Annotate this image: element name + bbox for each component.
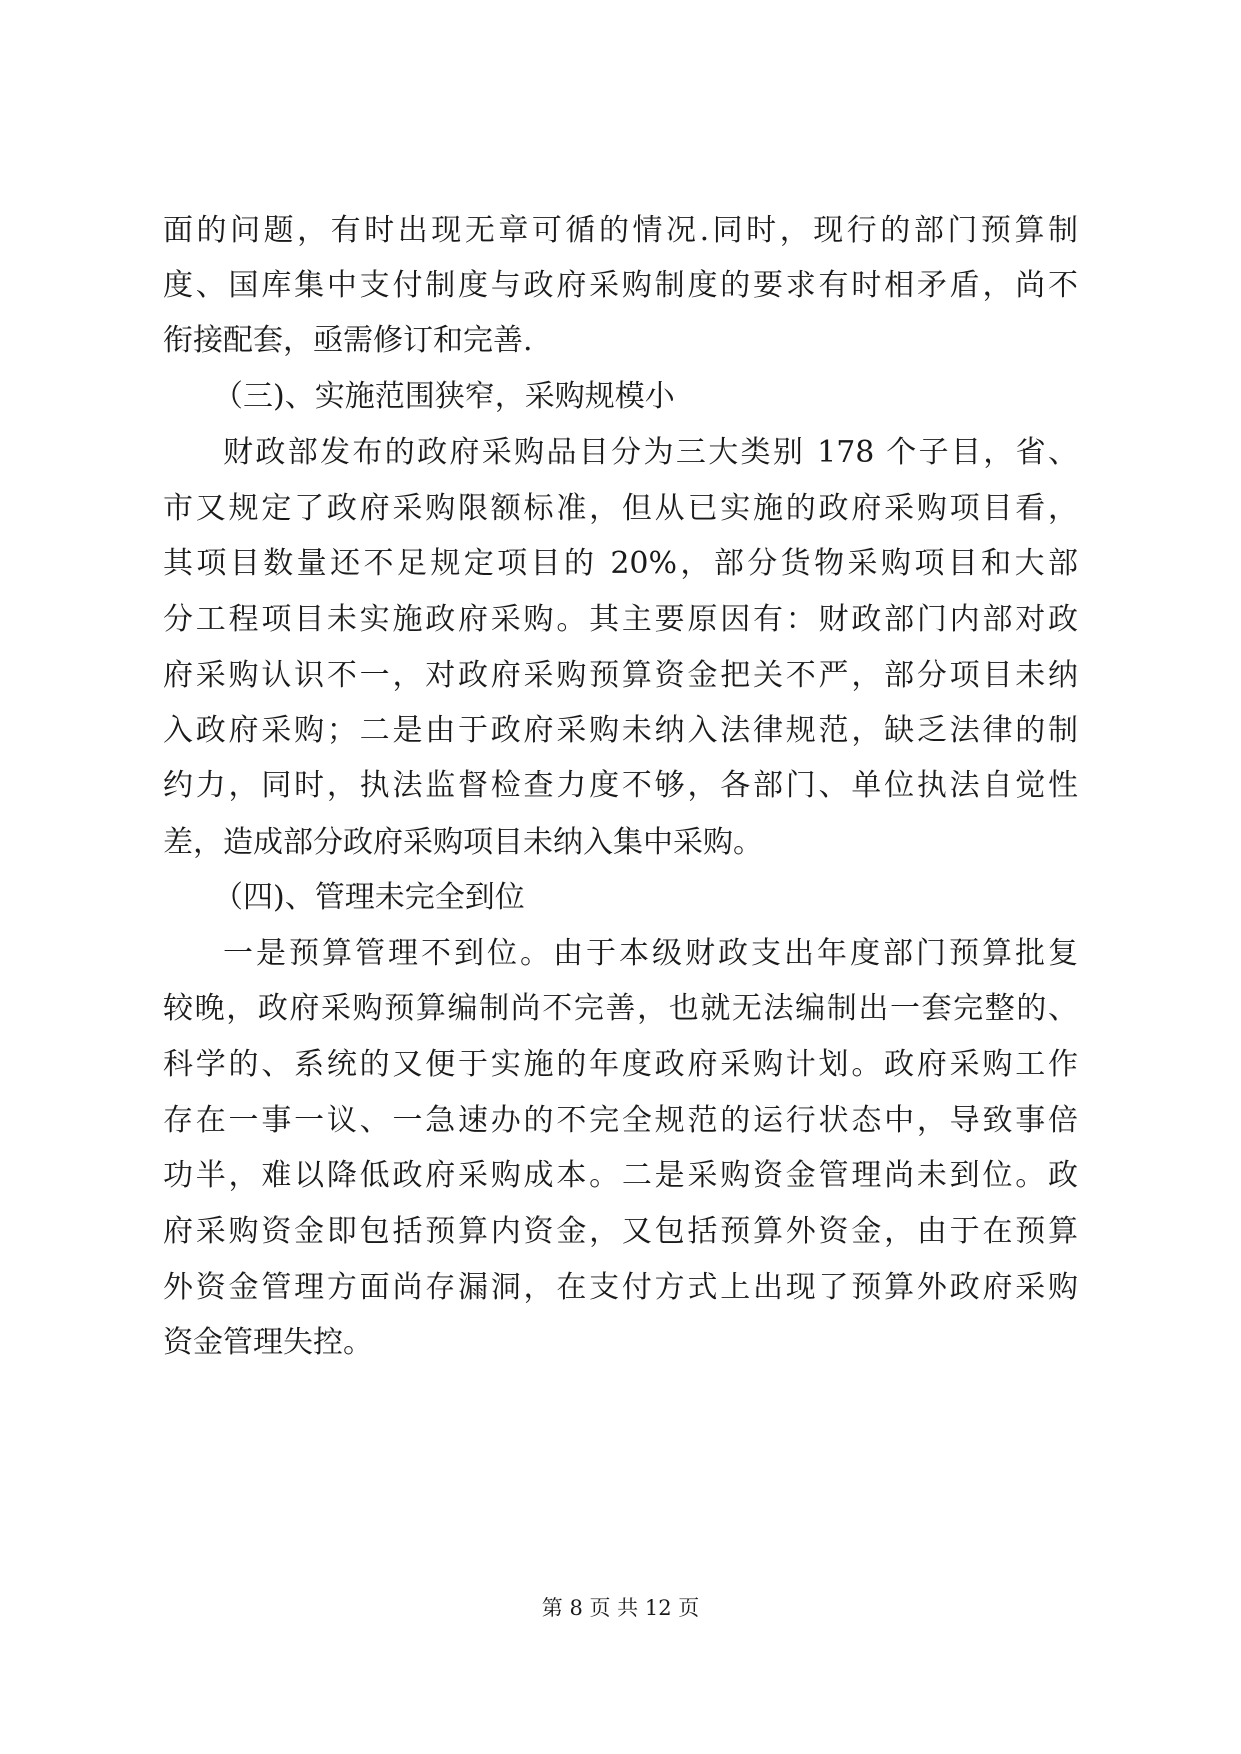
section-heading-4: （四)、管理未完全到位 [213,880,525,915]
text-line: 衔接配套，亟需修订和完善. [163,323,533,358]
section-heading-3: （三)、实施范围狭窄，采购规模小 [213,379,675,414]
text-line: 差，造成部分政府采购项目未纳入集中采购。 [163,825,763,860]
paragraph-first-line: 一是预算管理不到位。由于本级财政支出年度部门预算批复 [223,936,1078,971]
text-line: 较晚，政府采购预算编制尚不完善，也就无法编制出一套完整的、 [163,991,1078,1026]
paragraph-first-line: 财政部发布的政府采购品目分为三大类别 178 个子目，省、 [223,435,1078,470]
text-line: 其项目数量还不足规定项目的 20%，部分货物采购项目和大部 [163,546,1078,581]
text-line: 科学的、系统的又便于实施的年度政府采购计划。政府采购工作 [163,1047,1078,1082]
text-line: 度、国库集中支付制度与政府采购制度的要求有时相矛盾，尚不 [163,268,1078,303]
text-line: 外资金管理方面尚存漏洞，在支付方式上出现了预算外政府采购 [163,1270,1078,1305]
text-line: 府采购认识不一，对政府采购预算资金把关不严，部分项目未纳 [163,658,1078,693]
text-line: 面的问题，有时出现无章可循的情况.同时，现行的部门预算制 [163,213,1078,248]
page-footer: 第 8 页 共 12 页 [541,1596,700,1620]
text-line: 资金管理失控。 [163,1325,373,1360]
text-line: 存在一事一议、一急速办的不完全规范的运行状态中，导致事倍 [163,1103,1078,1138]
text-line: 约力，同时，执法监督检查力度不够，各部门、单位执法自觉性 [163,768,1078,803]
text-line: 府采购资金即包括预算内资金，又包括预算外资金，由于在预算 [163,1214,1078,1249]
text-line: 功半，难以降低政府采购成本。二是采购资金管理尚未到位。政 [163,1158,1078,1193]
text-line: 市又规定了政府采购限额标准，但从已实施的政府采购项目看， [163,491,1078,526]
text-line: 入政府采购；二是由于政府采购未纳入法律规范，缺乏法律的制 [163,713,1078,748]
text-line: 分工程项目未实施政府采购。其主要原因有：财政部门内部对政 [163,602,1078,637]
